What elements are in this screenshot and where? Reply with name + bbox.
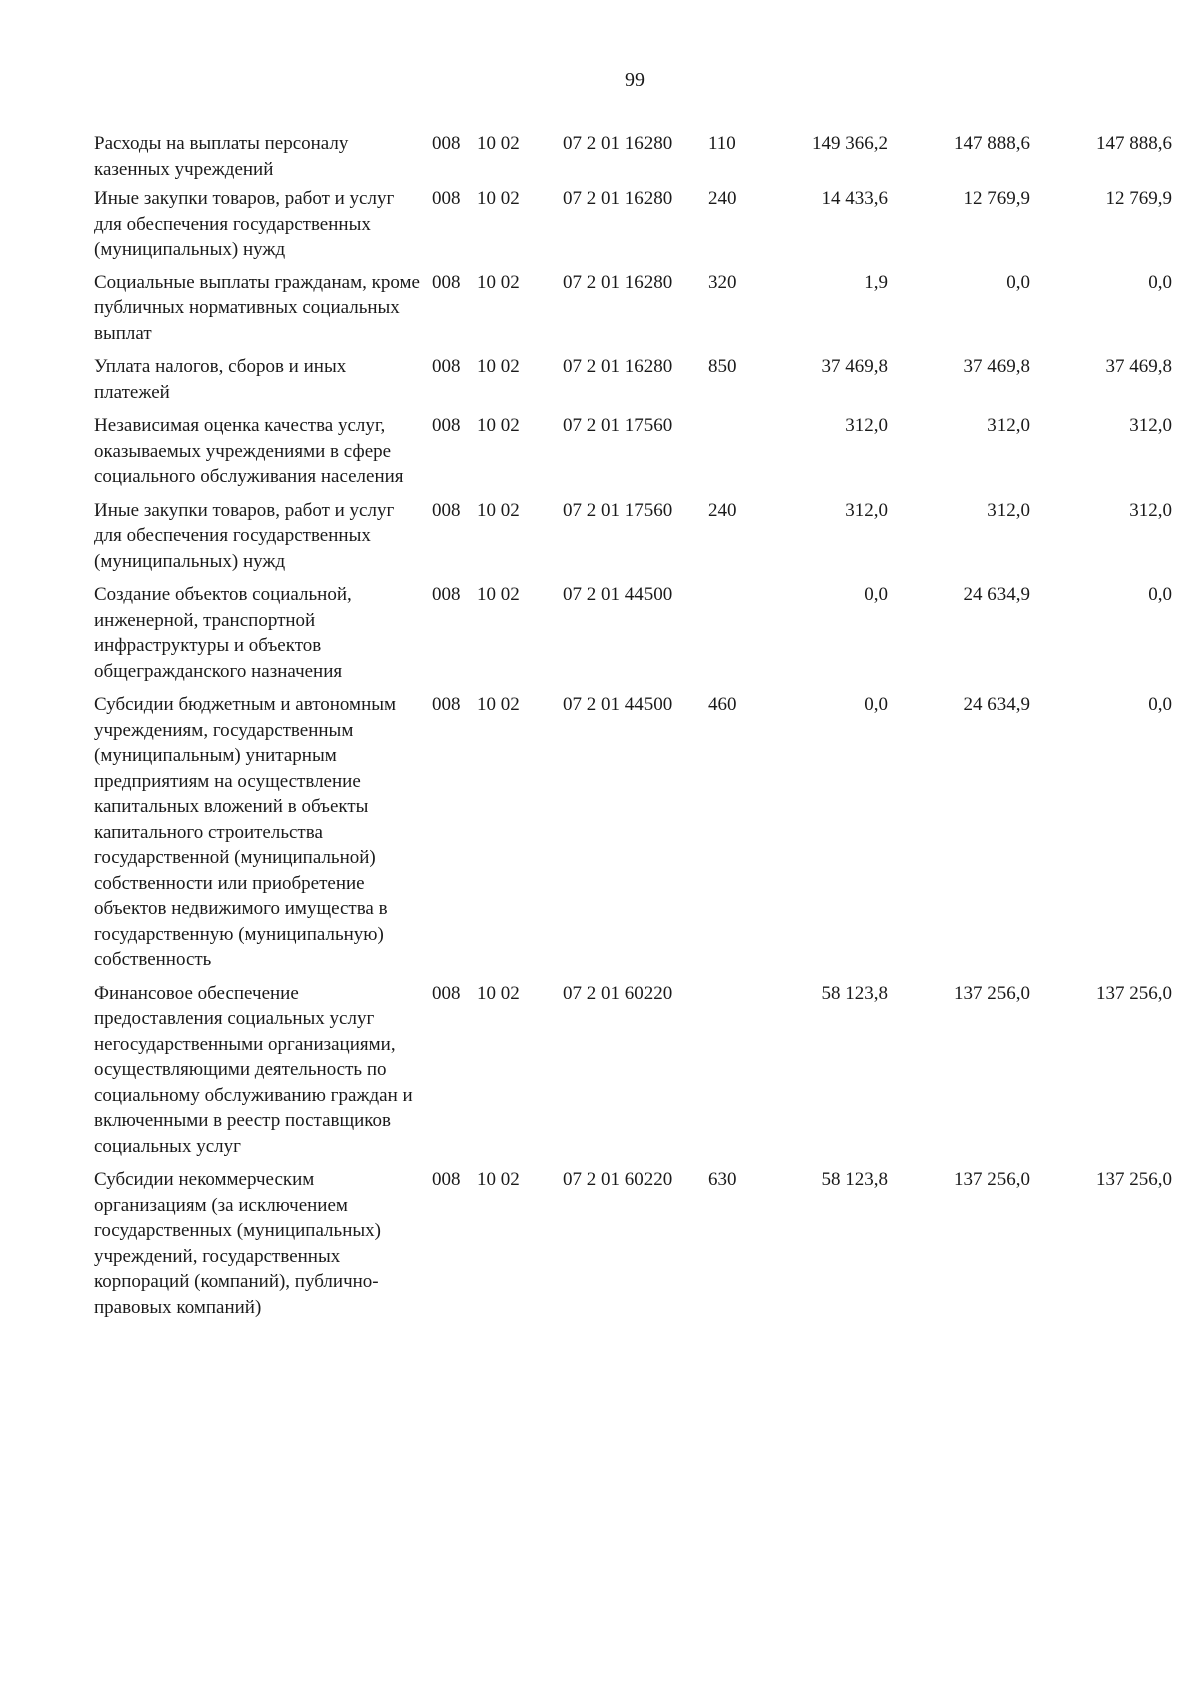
row-name: Субсидии бюджетным и автономным учреждениям, государственным (муниципальным) унитарным предприятиям на осуществление капитальных вложений в объекты капитального строительства государственной (муниципальной) собственности или приобретение объектов недвижимого имущества в государственную (муниципальную) собственность: [94, 694, 397, 970]
amount-year-3: 0,0: [1148, 584, 1172, 605]
section-code: 10 02: [477, 356, 520, 377]
amount-year-3: 312,0: [1129, 415, 1172, 436]
amount-year-3: 0,0: [1148, 694, 1172, 715]
dept-code: 008: [432, 499, 461, 521]
section-code: 10 02: [477, 415, 520, 436]
expense-type-code: 850: [708, 356, 737, 377]
budget-table: [0, 131, 1200, 1320]
amount-year-3: 147 888,6: [1096, 133, 1172, 154]
amount-year-3: 37 469,8: [1105, 356, 1172, 377]
table-row: [0, 413, 1200, 490]
row-name: Расходы на выплаты персоналу казенных учреждений: [94, 133, 349, 180]
expense-type-code: 320: [708, 271, 737, 293]
amount-year-2: 37 469,8: [963, 356, 1030, 377]
dept-code: 008: [432, 1169, 461, 1190]
dept-code: 008: [432, 356, 461, 377]
amount-year-2: 0,0: [1006, 271, 1030, 293]
section-code: 10 02: [477, 271, 520, 293]
expense-type-code: 240: [708, 188, 737, 209]
amount-year-2: 137 256,0: [954, 1169, 1030, 1190]
dept-code: 008: [432, 584, 461, 605]
target-article-code: 07 2 01 16280: [563, 188, 673, 209]
section-code: 10 02: [477, 694, 520, 715]
expense-type-code: 240: [708, 499, 737, 521]
dept-code: 008: [432, 271, 461, 293]
row-name: Субсидии некоммерческим организациям (за исключением государственных (муниципальных) учреждений, государственных корпораций (компаний), публично-правовых компаний): [94, 1169, 381, 1318]
amount-year-2: 312,0: [987, 499, 1030, 521]
target-article-code: 07 2 01 17560: [563, 499, 673, 521]
expense-type-code: 630: [708, 1169, 737, 1190]
amount-year-1: 58 123,8: [821, 982, 888, 1004]
section-code: 10 02: [477, 499, 520, 521]
section-code: 10 02: [477, 188, 520, 209]
dept-code: 008: [432, 415, 461, 436]
row-name: Создание объектов социальной, инженерной, транспортной инфраструктуры и объектов общегражданского назначения: [94, 584, 352, 682]
dept-code: 008: [432, 694, 461, 715]
amount-year-1: 149 366,2: [812, 133, 888, 154]
amount-year-1: 14 433,6: [821, 188, 888, 209]
target-article-code: 07 2 01 16280: [563, 271, 673, 293]
dept-code: 008: [432, 133, 461, 154]
target-article-code: 07 2 01 60220: [563, 1169, 673, 1190]
target-article-code: 07 2 01 44500: [563, 694, 673, 715]
amount-year-3: 312,0: [1129, 499, 1172, 521]
table-row: [0, 981, 1200, 1160]
table-row: [0, 582, 1200, 684]
amount-year-2: 24 634,9: [963, 694, 1030, 715]
table-row: [0, 354, 1200, 405]
amount-year-1: 1,9: [864, 271, 888, 293]
section-code: 10 02: [477, 1169, 520, 1190]
amount-year-1: 37 469,8: [821, 356, 888, 377]
row-name: Иные закупки товаров, работ и услуг для обеспечения государственных (муниципальных) нужд: [94, 499, 395, 572]
table-row: [0, 131, 1200, 182]
section-code: 10 02: [477, 982, 520, 1004]
amount-year-2: 137 256,0: [954, 982, 1030, 1004]
target-article-code: 07 2 01 60220: [563, 982, 673, 1004]
row-name: Уплата налогов, сборов и иных платежей: [94, 356, 347, 403]
row-name: Финансовое обеспечение предоставления социальных услуг негосударственными организациями, осуществляющими деятельность по социальному обслуживанию граждан и включенными в реестр поставщиков социальных услуг: [94, 982, 413, 1157]
table-row: [0, 498, 1200, 575]
row-name: Социальные выплаты гражданам, кроме публичных нормативных социальных выплат: [94, 271, 420, 344]
table-row: [0, 186, 1200, 263]
target-article-code: 07 2 01 17560: [563, 415, 673, 436]
dept-code: 008: [432, 188, 461, 209]
section-code: 10 02: [477, 133, 520, 154]
amount-year-1: 312,0: [845, 499, 888, 521]
amount-year-3: 12 769,9: [1105, 188, 1172, 209]
dept-code: 008: [432, 982, 461, 1004]
page-number: 99: [625, 69, 645, 91]
table-row: [0, 270, 1200, 347]
amount-year-2: 147 888,6: [954, 133, 1030, 154]
amount-year-2: 12 769,9: [963, 188, 1030, 209]
row-name: Иные закупки товаров, работ и услуг для обеспечения государственных (муниципальных) нужд: [94, 188, 395, 260]
amount-year-2: 312,0: [987, 415, 1030, 436]
section-code: 10 02: [477, 584, 520, 605]
amount-year-2: 24 634,9: [963, 584, 1030, 605]
target-article-code: 07 2 01 44500: [563, 584, 673, 605]
amount-year-3: 137 256,0: [1096, 982, 1172, 1004]
amount-year-1: 0,0: [864, 584, 888, 605]
amount-year-3: 137 256,0: [1096, 1169, 1172, 1190]
target-article-code: 07 2 01 16280: [563, 133, 673, 154]
table-row: [0, 692, 1200, 973]
amount-year-1: 312,0: [845, 415, 888, 436]
amount-year-1: 0,0: [864, 694, 888, 715]
amount-year-3: 0,0: [1148, 271, 1172, 293]
expense-type-code: 460: [708, 694, 737, 715]
table-row: [0, 1167, 1200, 1320]
target-article-code: 07 2 01 16280: [563, 356, 673, 377]
row-name: Независимая оценка качества услуг, оказываемых учреждениями в сфере социального обслуживания населения: [94, 415, 404, 487]
amount-year-1: 58 123,8: [821, 1169, 888, 1190]
expense-type-code: 110: [708, 133, 736, 154]
